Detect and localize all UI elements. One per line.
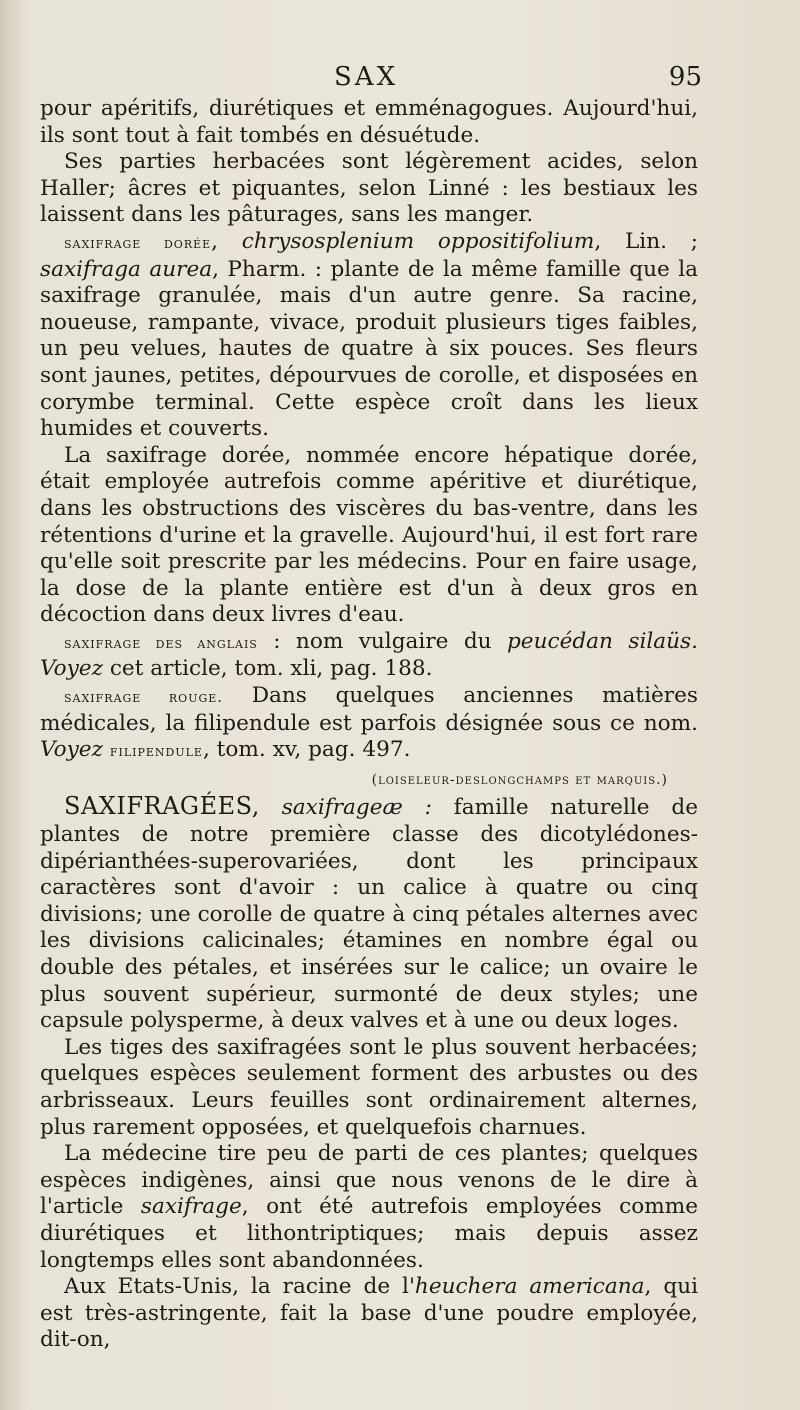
entry-headword: saxifrage dorée <box>64 233 212 252</box>
attribution-text: (loiseleur-deslongchamps et marquis.) <box>371 771 668 788</box>
text-run: , Lin. ; <box>594 228 699 254</box>
voyez: Voyez <box>40 656 103 682</box>
cross-reference: saxifrage <box>140 1194 242 1220</box>
cross-reference: filipendule <box>109 742 203 761</box>
cross-reference: peucédan silaüs. <box>506 628 698 654</box>
text-run: Aux Etats-Unis, la racine de l' <box>64 1274 415 1300</box>
voyez: Voyez <box>40 737 103 763</box>
latin-name: chrysosplenium oppositifolium <box>241 228 595 254</box>
text-run: cet article, tom. xli, pag. 188. <box>102 656 433 682</box>
page-number: 95 <box>668 62 702 92</box>
entry-headword: saxifrage des anglais <box>64 633 258 652</box>
latin-name: saxifrageæ : <box>281 795 432 821</box>
text-run: , tom. xv, pag. 497. <box>202 737 411 763</box>
paragraph: La saxifrage dorée, nommée encore hépatique dorée, était employée autrefois comme apéritive et diurétique, dans les obstructions des viscères du bas-ventre, dans les rétentions d'urine et la gravelle. Aujourd'hui, il est fort rare qu'elle soit prescrite par les médecins. Pour en faire usage, la dose de la plante entière est d'un à deux gros en décoction dans deux livres d'eau. <box>40 442 698 628</box>
entry-saxifragees <box>40 793 698 1034</box>
entry-headword: SAXIFRAGÉES, <box>64 792 260 821</box>
text-run: famille naturelle de plantes de notre première classe des dicotylédones-dipérianthées-superovariées, dont les principaux caractères sont d'avoir : un calice à quatre ou cinq divisions; une corolle de quatre à cinq pétales alternes avec les divisions calicinales; étamines en nombre égal ou double des pétales, et insérées sur le calice; un ovaire le plus souvent supérieur, surmonté de deux styles; une capsule polysperme, à deux valves et à une ou deux loges. <box>40 795 698 1034</box>
text-run: Dans quelques anciennes matières médicales, la filipendule est parfois désignée sous ce nom. <box>40 683 698 736</box>
text-run: , Pharm. : plante de la même famille que la saxifrage granulée, mais d'un autre genre. Sa racine, noueuse, rampante, vivace, produit plusieurs tiges faibles, un peu velues, hautes de quatre à six pouces. Ses fleurs sont jaunes, petites, dépourvues de corolle, et disposées en corymbe terminal. Cette espèce croît dans les lieux humides et couverts. <box>40 256 698 442</box>
entry-saxifrage-doree: saxifrage dorée, chrysosplenium oppositifolium, Lin. ; saxifraga aurea, Pharm. : plante de la même famille que la saxifrage granulée, mais d'un autre genre. Sa racine, noueuse, rampante, vivace, produit plusieurs tiges faibles, un peu velues, hautes de quatre à six pouces. Ses fleurs sont jaunes, petites, dépourvues de corolle, et disposées en corymbe terminal. Cette espèce croît dans les lieux humides et couverts. <box>40 228 699 442</box>
author-attribution <box>40 765 698 794</box>
latin-name: heuchera americana <box>414 1274 645 1300</box>
latin-name: saxifraga aurea <box>40 256 213 282</box>
entry-saxifrage-des-anglais <box>40 629 698 683</box>
text-run: , ont été autrefois employées comme diurétiques et lithontriptiques; mais depuis assez longtemps elles sont abandonnées. <box>40 1194 698 1273</box>
text-run: , qui est très-astringente, fait la base d'une poudre employée, dit-on, <box>40 1274 699 1353</box>
text-run: La médecine tire peu de parti de ces plantes; quelques espèces indigènes, ainsi que nous venons de le dire à l'article <box>40 1141 698 1220</box>
paragraph: Les tiges des saxifragées sont le plus souvent herbacées; quelques espèces seulement forment des arbustes ou des arbrisseaux. Leurs feuilles sont ordinairement alternes, plus rarement opposées, et quelquefois charnues. <box>40 1034 698 1140</box>
paragraph <box>40 1274 698 1354</box>
paragraph: pour apéritifs, diurétiques et emménagogues. Aujourd'hui, ils sont tout à fait tombés en désuétude. <box>40 96 698 148</box>
entry-headword: saxifrage rouge. <box>64 688 224 707</box>
body-text <box>40 96 698 1354</box>
paragraph <box>40 1141 698 1274</box>
entry-saxifrage-rouge <box>40 683 698 765</box>
text-run: : nom vulgaire du <box>257 628 507 654</box>
paragraph: Ses parties herbacées sont légèrement acides, selon Haller; âcres et piquantes, selon Linné : les bestiaux les laissent dans les pâturages, sans les manger. <box>40 149 698 228</box>
running-head: SAX <box>334 62 399 92</box>
